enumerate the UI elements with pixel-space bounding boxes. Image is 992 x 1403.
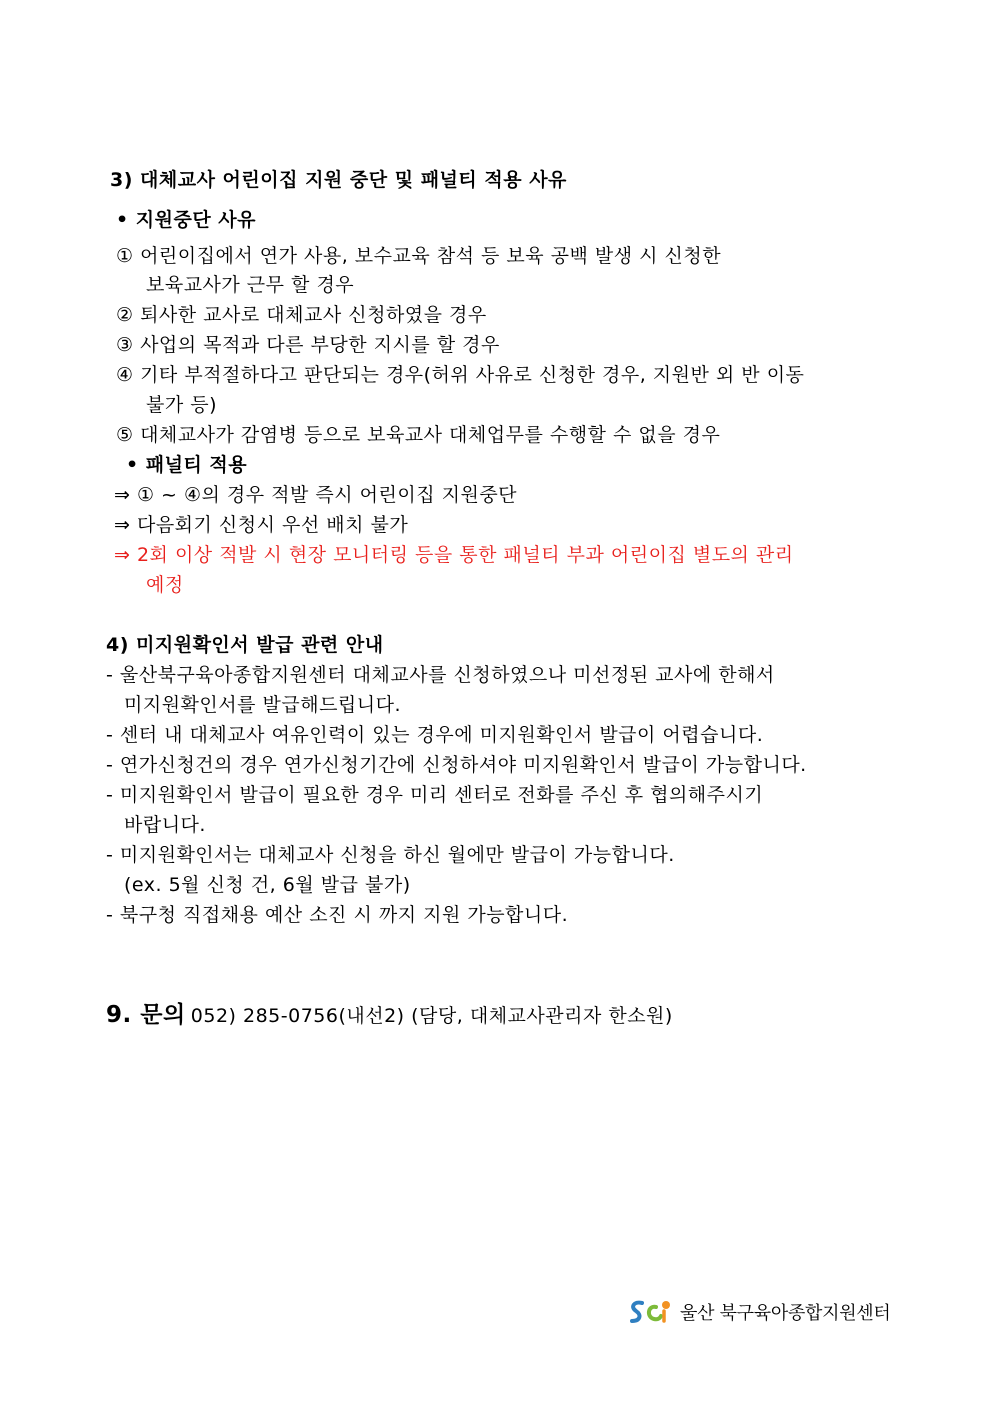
suspension-reasons-subheading: • 지원중단 사유 [116,209,256,231]
reason-item-4: ④ 기타 부적절하다고 판단되는 경우(허위 사유로 신청한 경우, 지원반 외 반 이동 [116,364,805,386]
notice-line-2: - 센터 내 대체교사 여유인력이 있는 경우에 미지원확인서 발급이 어렵습니다. [106,724,764,746]
penalty-item-3-cont: 예정 [146,574,184,596]
reason-item-4-cont: 불가 등) [146,394,218,416]
notice-line-5-cont: (ex. 5월 신청 건, 6월 발급 불가) [124,874,411,896]
reason-item-1: ① 어린이집에서 연가 사용, 보수교육 참석 등 보육 공백 발생 시 신청한 [116,245,722,267]
penalty-item-2: ⇒ 다음회기 신청시 우선 배치 불가 [114,514,409,536]
reason-item-2: ② 퇴사한 교사로 대체교사 신청하였을 경우 [116,304,487,326]
center-logo-text: 울산 북구육아종합지원센터 [680,1303,891,1324]
reason-item-5: ⑤ 대체교사가 감염병 등으로 보육교사 대체업무를 수행할 수 없을 경우 [116,424,721,446]
penalty-item-3: ⇒ 2회 이상 적발 시 현장 모니터링 등을 통한 패널티 부과 어린이집 별도의 관리 [114,544,794,566]
reason-item-3: ③ 사업의 목적과 다른 부당한 지시를 할 경우 [116,334,500,356]
notice-line-5: - 미지원확인서는 대체교사 신청을 하신 월에만 발급이 가능합니다. [106,844,675,866]
center-logo-icon [628,1297,674,1327]
notice-line-6: - 북구청 직접채용 예산 소진 시 까지 지원 가능합니다. [106,904,569,926]
inquiry-title: 9. 문의 [106,1002,186,1028]
notice-line-1-cont: 미지원확인서를 발급해드립니다. [124,694,402,716]
reason-item-1-cont: 보육교사가 근무 할 경우 [146,274,355,296]
notice-line-4: - 미지원확인서 발급이 필요한 경우 미리 센터로 전화를 주신 후 협의해주시기 [106,784,764,806]
notice-line-1: - 울산북구육아종합지원센터 대체교사를 신청하였으나 미선정된 교사에 한해서 [106,664,775,686]
section4-heading: 4) 미지원확인서 발급 관련 안내 [106,634,384,656]
section3-heading: 3) 대체교사 어린이집 지원 중단 및 패널티 적용 사유 [110,169,567,191]
inquiry-section [106,996,673,1029]
penalty-item-1: ⇒ ① ~ ④의 경우 적발 즉시 어린이집 지원중단 [114,484,518,506]
penalty-subheading: • 패널티 적용 [126,454,248,476]
notice-line-3: - 연가신청건의 경우 연가신청기간에 신청하셔야 미지원확인서 발급이 가능합니다. [106,754,807,776]
notice-line-4-cont: 바랍니다. [124,814,206,836]
center-logo [628,1296,890,1328]
inquiry-contact: 052) 285-0756(내선2) (담당, 대체교사관리자 한소원) [190,1005,673,1027]
